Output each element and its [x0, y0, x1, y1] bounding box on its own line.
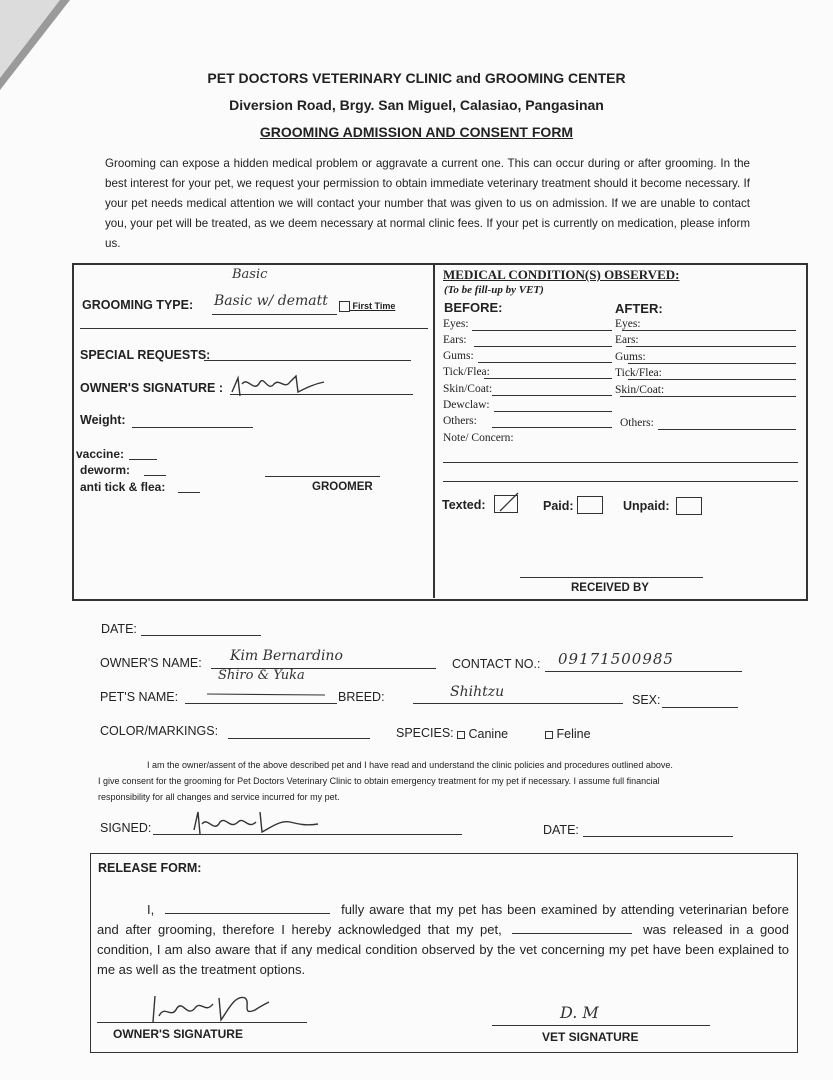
weight-line[interactable]: [132, 427, 253, 428]
special-requests-label: SPECIAL REQUESTS:: [80, 348, 211, 362]
note-line-1[interactable]: [443, 462, 798, 463]
received-by-label: RECEIVED BY: [571, 582, 649, 594]
before-item-label: Dewclaw:: [443, 399, 490, 411]
unpaid-label: Unpaid:: [623, 499, 670, 513]
special-requests-line[interactable]: [204, 360, 411, 361]
before-item-label: Tick/Flea:: [443, 366, 490, 378]
date-line[interactable]: [141, 635, 261, 636]
consent-line-2: I give consent for the grooming for Pet Doctors Veterinary Clinic to obtain emergency treatment for my pet if necessary. I assume full financial: [98, 776, 660, 786]
owner-signature-label: OWNER'S SIGNATURE :: [80, 381, 224, 395]
release-i: I,: [147, 902, 155, 917]
consent-line-1: I am the owner/assent of the above described pet and I have read and understand the clinic policies and procedures outlined above.: [147, 760, 673, 770]
after-item-line[interactable]: [622, 330, 796, 331]
before-item-line[interactable]: [472, 330, 612, 331]
note-line-2[interactable]: [443, 481, 798, 482]
deworm-line[interactable]: [144, 475, 166, 476]
before-item-label: Gums:: [443, 350, 474, 362]
intro-paragraph: Grooming can expose a hidden medical problem or aggravate a current one. This can occur during or after grooming. In the best interest for your pet, we request your permission to obtain immediate veterinary treatment should it become necessary. If your pet needs medical attention we will contact your number that was given to us on admission. If we are unable to contact you, your pet will be treated, as we deem necessary at normal clinic fees. If your pet is currently on medication, please inform us.: [105, 157, 750, 250]
before-item-label: Ears:: [443, 334, 467, 346]
medical-subtitle: (To be fill-up by VET): [444, 284, 544, 296]
canine-checkbox[interactable]: [457, 731, 465, 739]
after-item-line[interactable]: [628, 363, 796, 364]
after-item-label: Skin/Coat:: [615, 384, 665, 396]
clinic-address: Diversion Road, Brgy. San Miguel, Calasiao, Pangasinan: [229, 97, 604, 113]
owner-signature-release-line[interactable]: [97, 1022, 307, 1023]
release-name-blank[interactable]: [165, 900, 330, 914]
before-item-line[interactable]: [478, 362, 612, 363]
consent-date-line[interactable]: [583, 836, 733, 837]
before-item-line[interactable]: [494, 411, 612, 412]
breed-line[interactable]: [413, 703, 623, 704]
vet-signature-line[interactable]: [492, 1025, 710, 1026]
contact-label: CONTACT NO.:: [452, 657, 541, 671]
vaccine-label: vaccine:: [76, 447, 125, 461]
release-pet-blank[interactable]: [512, 920, 632, 934]
canine-label: Canine: [468, 727, 509, 741]
grooming-type-note: Basic: [232, 267, 268, 282]
anti-tick-line[interactable]: [178, 492, 200, 493]
after-item-line[interactable]: [628, 379, 796, 380]
after-item-line[interactable]: [620, 396, 796, 397]
after-item-label: Eyes:: [615, 318, 641, 330]
after-item-label: Others:: [620, 417, 654, 429]
feline-checkbox[interactable]: [545, 731, 553, 739]
after-item-line[interactable]: [626, 346, 796, 347]
release-paragraph: [97, 900, 789, 980]
sex-label: SEX:: [632, 693, 661, 707]
before-item-label: Skin/Coat:: [443, 383, 493, 395]
groomer-signature-line[interactable]: [265, 476, 380, 477]
grooming-medical-box: [72, 263, 808, 601]
paid-checkbox[interactable]: [577, 496, 603, 514]
feline-label: Feline: [556, 727, 591, 741]
breed-value[interactable]: Shihtzu: [450, 684, 505, 700]
release-title: RELEASE FORM:: [98, 861, 202, 875]
first-time-checkbox[interactable]: [339, 301, 350, 312]
signed-label: SIGNED:: [100, 821, 152, 835]
feline-option[interactable]: [545, 727, 591, 741]
date-label: DATE:: [101, 622, 137, 636]
color-markings-line[interactable]: [228, 738, 370, 739]
groomer-label: GROOMER: [312, 481, 373, 493]
canine-option[interactable]: [457, 727, 508, 741]
unpaid-checkbox[interactable]: [676, 497, 702, 515]
grooming-type-value[interactable]: Basic w/ dematt: [214, 293, 328, 309]
grooming-extra-line: [80, 328, 428, 329]
after-item-line[interactable]: [658, 429, 796, 430]
pet-name-value[interactable]: Shiro & Yuka: [218, 668, 305, 683]
before-item-label: Eyes:: [443, 318, 469, 330]
before-item-label: Others:: [443, 415, 477, 427]
paid-label: Paid:: [543, 499, 574, 513]
species-label: SPECIES:: [396, 726, 454, 740]
form-title: GROOMING ADMISSION AND CONSENT FORM: [259, 124, 574, 140]
before-item-line[interactable]: [484, 378, 612, 379]
texted-check-mark: [496, 491, 522, 515]
contact-line[interactable]: [545, 671, 742, 672]
box-divider: [433, 265, 435, 598]
owner-name-value[interactable]: Kim Bernardino: [230, 648, 343, 664]
breed-label: BREED:: [338, 690, 385, 704]
pet-name-label: PET'S NAME:: [100, 690, 179, 704]
owner-name-label: OWNER'S NAME:: [100, 656, 202, 670]
received-by-line[interactable]: [520, 577, 703, 578]
before-item-line[interactable]: [474, 346, 612, 347]
medical-title: MEDICAL CONDITION(S) OBSERVED:: [443, 267, 680, 282]
pet-name-line[interactable]: [185, 703, 337, 704]
contact-value[interactable]: 09171500985: [558, 650, 674, 668]
first-time-label: First Time: [352, 301, 396, 311]
after-item-label: Ears:: [615, 334, 639, 346]
release-text-2: was released in a good condition, I am also aware that if any medical condition observed by the vet concerning my pet have been explained to me as well as the treatment options.: [97, 922, 789, 977]
release-text-1: fully aware that my pet has been examined by attending veterinarian before and after grooming, therefore I hereby acknowledged that my pet,: [97, 902, 789, 937]
anti-tick-label: anti tick & flea:: [80, 480, 166, 494]
note-concern-label: Note/ Concern:: [443, 432, 514, 444]
clinic-name: PET DOCTORS VETERINARY CLINIC and GROOMING CENTER: [207, 70, 626, 86]
consent-date-label: DATE:: [543, 823, 579, 837]
sex-line[interactable]: [662, 707, 738, 708]
before-heading: BEFORE:: [444, 300, 503, 315]
owner-signature-scribble: [228, 370, 338, 402]
release-owner-signature-label: OWNER'S SIGNATURE: [113, 1027, 243, 1041]
color-markings-label: COLOR/MARKINGS:: [100, 724, 219, 738]
deworm-label: deworm:: [80, 463, 131, 477]
vet-signature-label: VET SIGNATURE: [542, 1030, 639, 1044]
after-item-label: Tick/Flea:: [615, 367, 662, 379]
weight-label: Weight:: [80, 413, 126, 427]
pet-name-strikethrough: [205, 688, 330, 700]
after-heading: AFTER:: [615, 301, 663, 316]
consent-signature-scribble: [190, 808, 325, 838]
before-item-line[interactable]: [492, 427, 612, 428]
vaccine-line[interactable]: [129, 459, 157, 460]
consent-line-3: responsibility for all changes and service incurred for my pet.: [98, 792, 340, 802]
grooming-type-label: GROOMING TYPE:: [82, 298, 194, 312]
page-fold-highlight: [0, 0, 60, 78]
texted-label: Texted:: [442, 498, 486, 512]
before-item-line[interactable]: [492, 395, 612, 396]
after-item-label: Gums:: [615, 351, 646, 363]
first-time-option[interactable]: [339, 301, 395, 312]
vet-initials: D. M: [560, 1003, 599, 1022]
release-owner-signature-scribble: [145, 990, 275, 1026]
grooming-type-line: [212, 314, 337, 315]
